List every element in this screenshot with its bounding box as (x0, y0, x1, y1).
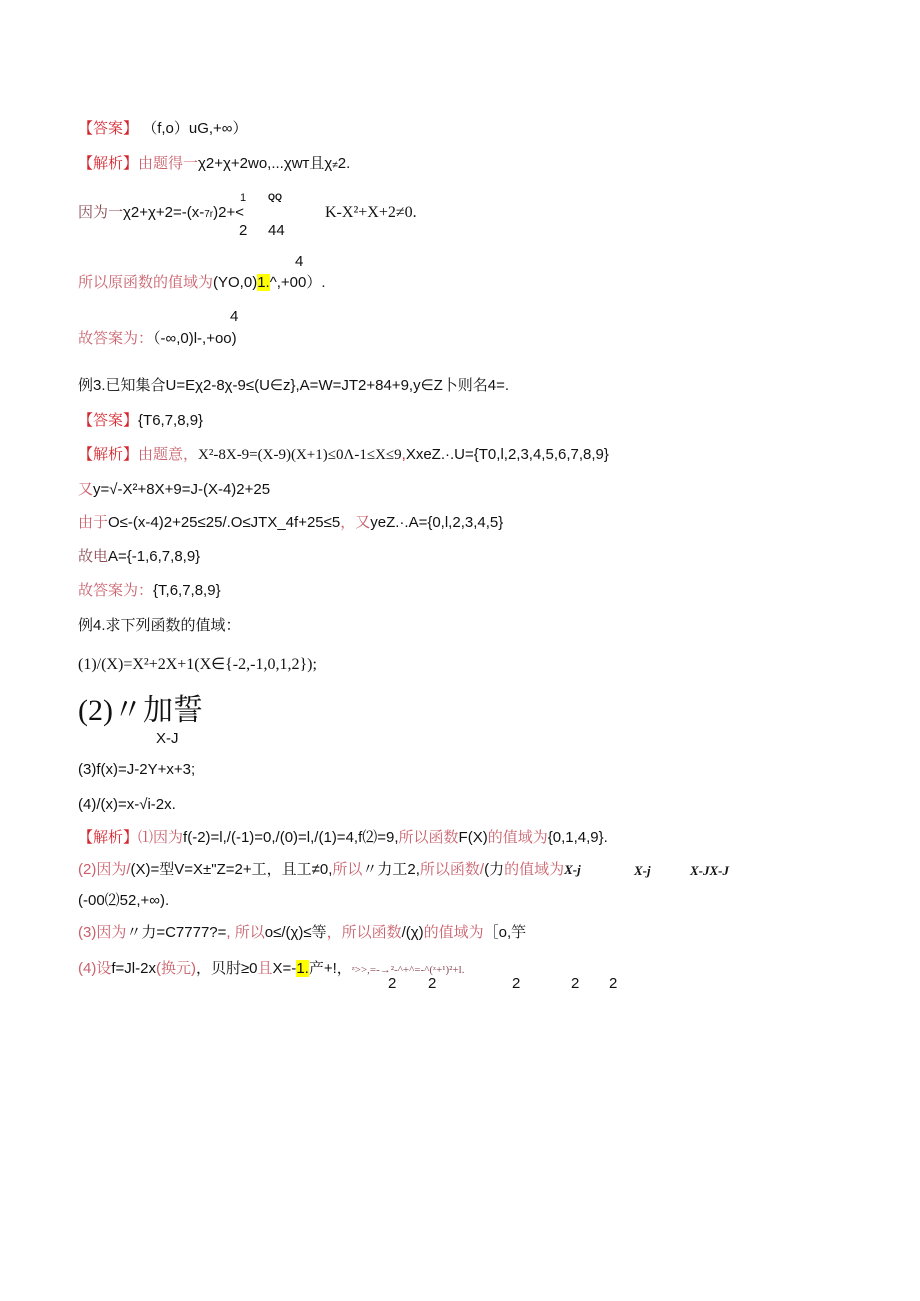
since-text: O≤-(x-4)2+25≤25/.O≤JTX_4f+25≤5 (108, 514, 341, 531)
final-text: （-∞,0)l-,+oo) (153, 330, 237, 347)
answer-value: （f,o）uG,+∞） (142, 120, 248, 137)
solution-3 (78, 924, 526, 942)
sol4-text: f=Jl-2x (111, 960, 156, 977)
sol3-text2: o≤/(χ)≤等 (264, 924, 327, 941)
because-sub: 7r (204, 209, 214, 220)
sol2-mid2: 所以函数/ (419, 861, 485, 878)
sol3-mid3: 的值域为 (423, 924, 484, 941)
sol1-mid: 所以函数 (398, 829, 459, 846)
analysis-label: 【解析】 (78, 155, 139, 172)
sol1-lead: ⑴因为 (138, 829, 184, 846)
sol4-text4: 产+!， (308, 960, 352, 977)
hence-line-3 (78, 548, 200, 566)
neq-sub: ≠ (332, 160, 338, 171)
sol2-frac2: X-j (634, 863, 651, 878)
sol4-qie: 且 (257, 960, 273, 977)
answer-label: 【答案】 (78, 120, 139, 137)
analysis-tail: 2. (337, 155, 351, 172)
example-4-question: 例4.求下列函数的值域： (78, 617, 241, 634)
question-1: (1)/(X)=X²+2X+1(X∈{-2,-1,0,1,2}); (78, 656, 317, 673)
solution-4 (78, 960, 464, 979)
sol3-mid: , 所以 (226, 924, 265, 941)
question-2: (2)〃加誓 (78, 694, 203, 727)
sol4-text2: ，贝肘≥0 (195, 960, 258, 977)
analysis-lead: 由题得一 (138, 155, 199, 172)
analysis-line-3 (78, 446, 609, 464)
sol2-text: (X)=型V=X±"Z=2+工，且工≠0, (130, 861, 333, 878)
also-lead: 又 (78, 481, 94, 498)
sol2-frac3: X-JX-J (690, 863, 729, 878)
analysis-line-1 (78, 155, 350, 175)
denominator: 2 (428, 975, 437, 992)
analysis-text: X²-8X-9=(X-9)(X+1)≤0Λ-1≤X≤9 (198, 447, 402, 463)
sol2-text3: (力 (484, 861, 505, 878)
analysis-lead: 由题意， (138, 446, 199, 463)
because-line-1 (78, 204, 244, 224)
analysis-tail: XxeZ.·.U={T0,l,2,3,4,5,6,7,8,9} (405, 446, 609, 463)
frac-num-1: 1 (240, 192, 247, 204)
sol1-text: f(-2)=l,/(-1)=0,/(0)=l,/(1)=4,f⑵=9, (183, 829, 399, 846)
frac-den-1: 2 (239, 222, 248, 239)
sol2-mid3: 的值域为 (504, 861, 565, 878)
answer-line-3 (78, 412, 203, 430)
since-lead: 由于 (78, 514, 109, 531)
answer-value: {T6,7,8,9} (138, 412, 204, 429)
sol2-mid: 所以 (332, 861, 363, 878)
example-3-question: 例3.已知集合U=Eχ2-8χ-9≤(U∈z},A=W=JT2+84+9,y∈Z卜则名4=. (78, 377, 510, 394)
final-sup: 4 (230, 308, 239, 325)
hence-text: A={-1,6,7,8,9} (108, 548, 201, 565)
question-2-denominator: X-J (156, 730, 179, 747)
sol1-fx: F(X) (458, 829, 488, 846)
range-sup: 4 (295, 253, 304, 270)
solution-2-line-2: (-00⑵52,+∞). (78, 892, 170, 909)
because-lead: 因为一 (78, 204, 124, 221)
range-text: (YO,0) (213, 274, 258, 291)
solution-1 (78, 829, 608, 847)
sol4-lead: (4)设 (78, 960, 112, 977)
sol2-text2: 〃力工2, (362, 861, 420, 878)
analysis-comma: , (401, 446, 406, 463)
analysis-label: 【解析】 (78, 829, 139, 846)
sol3-lead: (3)因为 (78, 924, 127, 941)
because-right: K-X²+X+2≠0. (325, 204, 417, 221)
highlight-mark: 1. (296, 960, 309, 977)
analysis-label: 【解析】 (78, 446, 139, 463)
since-mid: ，又 (340, 514, 371, 531)
frac-num-2: QQ (268, 192, 283, 202)
sol3-text3: /(χ) (401, 924, 424, 941)
final-line-3 (78, 582, 221, 600)
highlight-mark: 1. (257, 274, 270, 291)
sol3-mid2: ，所以函数 (326, 924, 402, 941)
frac-den-2: 44 (268, 222, 285, 239)
analysis-text: χ2+χ+2wo,...χwт且χ (198, 155, 333, 172)
sol4-text3: X=- (272, 960, 297, 977)
question-4: (4)/(x)=x-√i-2x. (78, 796, 176, 813)
because-text2: )2+< (213, 204, 244, 221)
sol2-lead: (2)因为/ (78, 861, 131, 878)
sol3-text: 〃力=C7777?= (126, 924, 227, 941)
answer-label: 【答案】 (78, 412, 139, 429)
sol4-formula: ᶻ>>,=-→²-^+^=-^(ᶻ+¹)²+l. (351, 964, 465, 976)
sol2-frac1: X-j (564, 862, 581, 877)
hence-lead: 故电 (78, 548, 109, 565)
solution-2 (78, 861, 581, 879)
range-tail: ^,+00）. (269, 274, 326, 291)
also-text: y=√-X²+8X+9=J-(X-4)2+25 (93, 481, 271, 498)
denominator: 2 (388, 975, 397, 992)
final-text: {T,6,7,8,9} (153, 582, 221, 599)
final-line-1 (78, 330, 237, 348)
because-text: χ2+χ+2=-(x- (123, 204, 205, 221)
sol1-mid2: 的值域为 (487, 829, 548, 846)
range-line-1 (78, 274, 326, 292)
since-line-3 (78, 514, 503, 532)
final-lead: 故答案为： (78, 330, 154, 347)
denominator: 2 (512, 975, 521, 992)
range-lead: 所以原函数的值域为 (78, 274, 214, 291)
denominator: 2 (571, 975, 580, 992)
question-3: (3)f(x)=J-2Y+x+3; (78, 761, 196, 778)
also-line-3 (78, 481, 270, 499)
sol1-tail: {0,1,4,9}. (547, 829, 608, 846)
denominator: 2 (609, 975, 618, 992)
final-lead: 故答案为： (78, 582, 154, 599)
sol4-paren: (换元) (155, 960, 196, 977)
sol3-tail: ［o,竽 (483, 924, 527, 941)
answer-line-1 (78, 120, 248, 138)
since-tail: yeZ.·.A={0,l,2,3,4,5} (370, 514, 504, 531)
